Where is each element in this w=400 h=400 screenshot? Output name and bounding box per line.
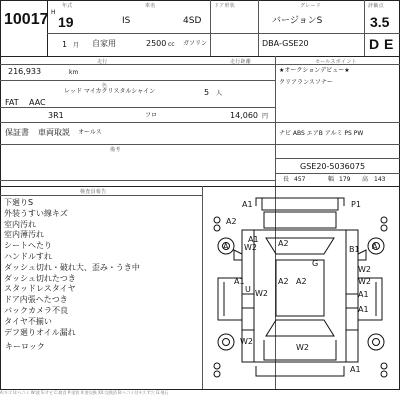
documents: 保証書 [5, 128, 29, 137]
mark-w2-right-2: W2 [358, 277, 371, 286]
hdr-year: 年式 [62, 3, 73, 9]
info-line-3 [0, 122, 275, 123]
air-conditioning: AAC [29, 98, 46, 107]
month-unit: 月 [73, 42, 80, 49]
year-prefix: H [51, 9, 56, 16]
lot-divider [47, 0, 48, 56]
body-type: 4SD [183, 16, 202, 26]
doors-unit: 人 [216, 90, 223, 97]
price-unit: 円 [262, 113, 269, 120]
model-code: DBA-GSE20 [262, 39, 309, 48]
info-line-4 [0, 144, 275, 145]
month-value: 1 [62, 40, 68, 49]
mark-g-center: G [312, 259, 319, 268]
hdr-grade: グレード [300, 3, 322, 9]
hdr-model: 車名 [145, 3, 156, 9]
price-value: 14,060 [230, 111, 258, 120]
color-name: レッド マイカクリスタルシャイン [64, 88, 156, 95]
mark-u-left: U [245, 285, 251, 294]
dims-height-prefix: 高 [362, 176, 369, 183]
cc-value: 2500 [146, 39, 167, 48]
right-line-1 [276, 122, 400, 123]
dims-height: 143 [374, 176, 386, 183]
border-top [0, 0, 400, 1]
note-line: バックカメラ不良 [4, 305, 68, 315]
dims-length: 457 [294, 176, 306, 183]
hdr-mileage: 走行 [97, 59, 108, 65]
hdr-points: セールスポイント [315, 59, 357, 65]
mark-a1-bottom-right: A1 [350, 365, 361, 374]
cc-unit: cc [168, 41, 175, 48]
dims-width-prefix: 幅 [328, 176, 335, 183]
right-line-2 [276, 144, 400, 145]
mark-p1-top-right: P1 [351, 200, 361, 209]
highlight-line-1: ★オークションデビュー★ [279, 67, 350, 74]
inspector-notes [4, 198, 140, 338]
mark-b1-right: B1 [349, 245, 360, 254]
note-line: ドア内張へたつき [4, 295, 68, 305]
note-line: スタッドレスタイヤ [4, 284, 76, 294]
note-line: ハンドルすれ [4, 251, 52, 261]
mark-a2-roof: A2 [278, 239, 289, 248]
info-line-1 [0, 80, 275, 81]
info-line-5 [0, 180, 275, 181]
mileage-value: 216,933 [8, 67, 42, 76]
dims-width: 179 [339, 176, 351, 183]
mark-w2-center-low: W2 [296, 343, 309, 352]
usage: 自家用 [92, 39, 116, 48]
note-line: デフ廻りオイル漏れ [4, 327, 76, 337]
mark-a2-left-front: A2 [226, 217, 237, 226]
mark-a1-right-rear: A1 [358, 305, 369, 314]
note-line: シートへたり [4, 241, 52, 251]
car-model: IS [122, 16, 131, 26]
mark-a1-right-mid: A1 [358, 290, 369, 299]
note-line: 室内汚れ [4, 219, 36, 229]
notes-hdr-line [0, 195, 202, 196]
right-line-3 [276, 158, 400, 159]
mark-w2-right-1: W2 [358, 265, 371, 274]
doors-count: 5 [204, 88, 210, 97]
mark-a1-top-left: A1 [242, 200, 253, 209]
extra-note: キーロック [5, 342, 45, 351]
hdr-color: 色 [102, 83, 108, 89]
header-mid-line [47, 33, 400, 34]
record-value: オールス [78, 129, 102, 136]
lot-number: 10017 [4, 11, 49, 28]
body-divider [210, 0, 211, 56]
color-code: 3R1 [48, 111, 64, 120]
hdr-score: 評価点 [368, 3, 384, 9]
highlight-line-2: クリアランスソナー [279, 79, 333, 86]
note-line: タイヤ不揃い [4, 316, 52, 326]
trim-code: フロ [145, 112, 158, 119]
dims-length-prefix: 長 [283, 176, 290, 183]
note-line: ダッシュ切れ・破れ大、歪み・うき中 [4, 262, 140, 272]
mark-a2-rear: A2 [296, 277, 307, 286]
record-label: 車両取説 [38, 128, 70, 137]
mileage-unit: km [69, 69, 79, 76]
grade-divider [258, 0, 259, 56]
hdr-doors: ドア形状 [214, 3, 236, 9]
notes-divider [202, 186, 203, 390]
hdr-inspector: 検査員報告 [80, 189, 107, 195]
mark-w2-left-1: W2 [244, 243, 257, 252]
score-interior: E [384, 36, 394, 52]
note-line: 下廻りS [4, 198, 34, 207]
score-divider [364, 0, 365, 56]
grade-name: バージョンS [272, 16, 323, 26]
hdr-unit: 走行距離 [230, 59, 252, 65]
year-value: 19 [58, 14, 74, 30]
displacement: 3.5 [370, 14, 390, 30]
info-line-2 [0, 107, 275, 108]
note-line: ダッシュ切れたつき [4, 273, 76, 283]
score-exterior: D [369, 36, 380, 52]
mark-a-right: A [372, 242, 378, 251]
mark-a-front-left: A [223, 242, 229, 251]
note-line: 外装うすい線キズ [4, 208, 68, 218]
mark-a2-left-2: A2 [278, 277, 289, 286]
equipment: ナビ ABS エアB アルミ PS PW [279, 130, 364, 137]
hdr-remarks: 備考 [110, 147, 121, 153]
mark-a1-left-rear: A1 [234, 277, 245, 286]
section-divider [0, 186, 400, 187]
chassis-number: GSE20-5036075 [300, 162, 366, 171]
right-line-4 [276, 173, 400, 174]
note-line: 室内薄汚れ [4, 230, 44, 240]
mark-w2-left-rear: W2 [255, 289, 268, 298]
transmission: FAT [5, 98, 19, 107]
header-bottom-line [0, 56, 400, 57]
mark-w2-bottom: W2 [240, 337, 253, 346]
mark-a1-left-door: A1 [248, 235, 259, 244]
fuel-type: ガソリン [183, 40, 208, 47]
footer-legend: A:キズ U:ヘコミ W:波 S:サビ C:腐食 P:塗装 X:要交換 XX:交換済 B:ヘコミ付キズ Y:穴 G:飛石 [0, 390, 169, 395]
car-diagram [204, 190, 398, 388]
